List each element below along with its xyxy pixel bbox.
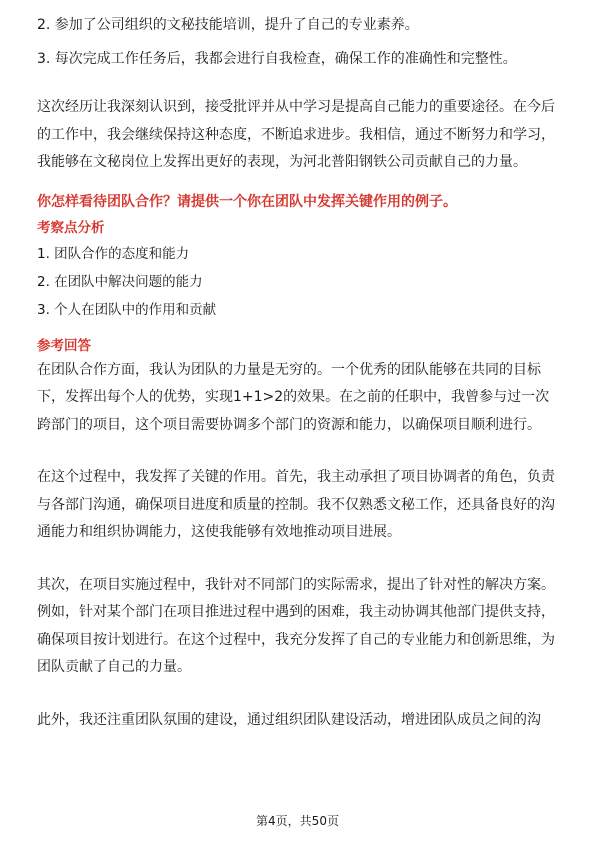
list-item: 2. 参加了公司组织的文秘技能培训，提升了自己的专业素养。 xyxy=(37,17,419,33)
document-page xyxy=(37,14,562,734)
analysis-item: 1. 团队合作的态度和能力 xyxy=(37,245,190,262)
top-list xyxy=(37,14,562,70)
reflection-paragraph: 这次经历让我深刻认识到，接受批评并从中学习是提高自己能力的重要途径。在今后的工作中，我会继续保持这种态度，不断追求进步。我相信，通过不断努力和学习，我能够在文秘岗位上发挥出更好的表现，为河北普阳钢铁公司贡献自己的力量。 xyxy=(37,99,555,170)
analysis-list xyxy=(37,243,562,321)
list-item: 3. 每次完成工作任务后，我都会进行自我检查，确保工作的准确性和完整性。 xyxy=(37,51,517,67)
answer-paragraph: 此外，我还注重团队氛围的建设，通过组织团队建设活动，增进团队成员之间的沟 xyxy=(37,711,541,728)
answer-paragraph: 在这个过程中，我发挥了关键的作用。首先，我主动承担了项目协调者的角色，负责与各部门沟通，确保项目进度和质量的控制。我不仅熟悉文秘工作，还具备良好的沟通能力和组织协调能力，这使我能够有效地推动项目进展。 xyxy=(37,469,555,540)
analysis-item: 3. 个人在团队中的作用和贡献 xyxy=(37,301,217,318)
answer-paragraph: 在团队合作方面，我认为团队的力量是无穷的。一个优秀的团队能够在共同的目标下，发挥出每个人的优势，实现1+1>2的效果。在之前的任职中，我曾参与过一次跨部门的项目，这个项目需要协调多个部门的资源和能力，以确保项目顺利进行。 xyxy=(37,361,550,433)
interview-question: 你怎样看待团队合作？请提供一个你在团队中发挥关键作用的例子。 xyxy=(37,193,457,210)
page-footer: 第4页，共50页 xyxy=(256,814,339,828)
analysis-heading: 考察点分析 xyxy=(37,219,105,236)
answer-paragraph: 其次，在项目实施过程中，我针对不同部门的实际需求，提出了针对性的解决方案。例如，针对某个部门在项目推进过程中遇到的困难，我主动协调其他部门提供支持，确保项目按计划进行。在这个过程中，我充分发挥了自己的专业能力和创新思维，为团队贡献了自己的力量。 xyxy=(37,576,555,675)
answer-heading: 参考回答 xyxy=(37,337,91,354)
analysis-item: 2. 在团队中解决问题的能力 xyxy=(37,273,203,290)
